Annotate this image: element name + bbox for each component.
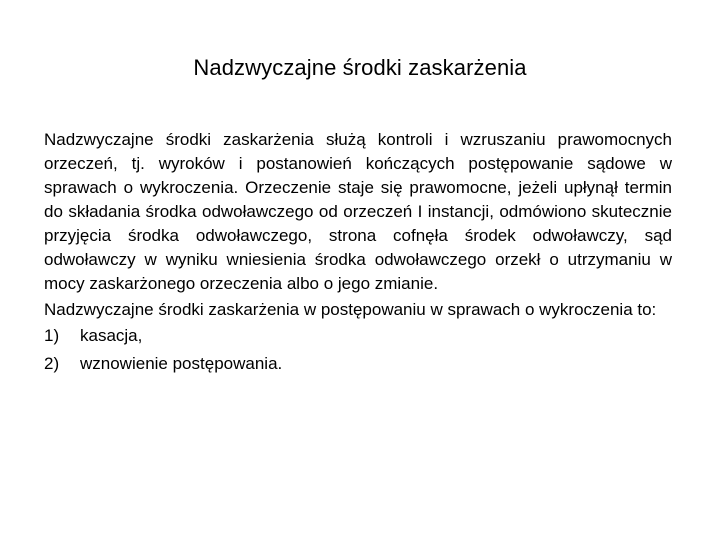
slide-body (44, 128, 672, 380)
list-item-number: 1) (44, 326, 60, 345)
remedies-list (44, 324, 672, 376)
paragraph-definition: Nadzwyczajne środki zaskarżenia służą kontroli i wzruszaniu prawomocnych orzeczeń, tj. wyroków i postanowień kończących postępowanie sądowe w sprawach o wykroczenia. Orzeczenie staje się prawomocne, jeżeli upłynął termin do składania środka odwoławczego od orzeczeń I instancji, odmówiono skutecznie przyjęcia środka odwoławczego, strona cofnęła środek odwoławczy, sąd odwoławczy w wyniku wniesienia środka odwoławczego orzekł o utrzymaniu w mocy zaskarżonego orzeczenia albo o jego zmianie. (44, 130, 672, 293)
paragraph-list-intro: Nadzwyczajne środki zaskarżenia w postępowaniu w sprawach o wykroczenia to: (44, 300, 657, 319)
list-item (44, 324, 672, 348)
list-item-text: wznowienie postępowania. (80, 354, 283, 373)
list-item-number: 2) (44, 354, 60, 373)
slide-title: Nadzwyczajne środki zaskarżenia (193, 55, 527, 80)
list-item-text: kasacja, (80, 326, 143, 345)
list-item (44, 352, 672, 376)
